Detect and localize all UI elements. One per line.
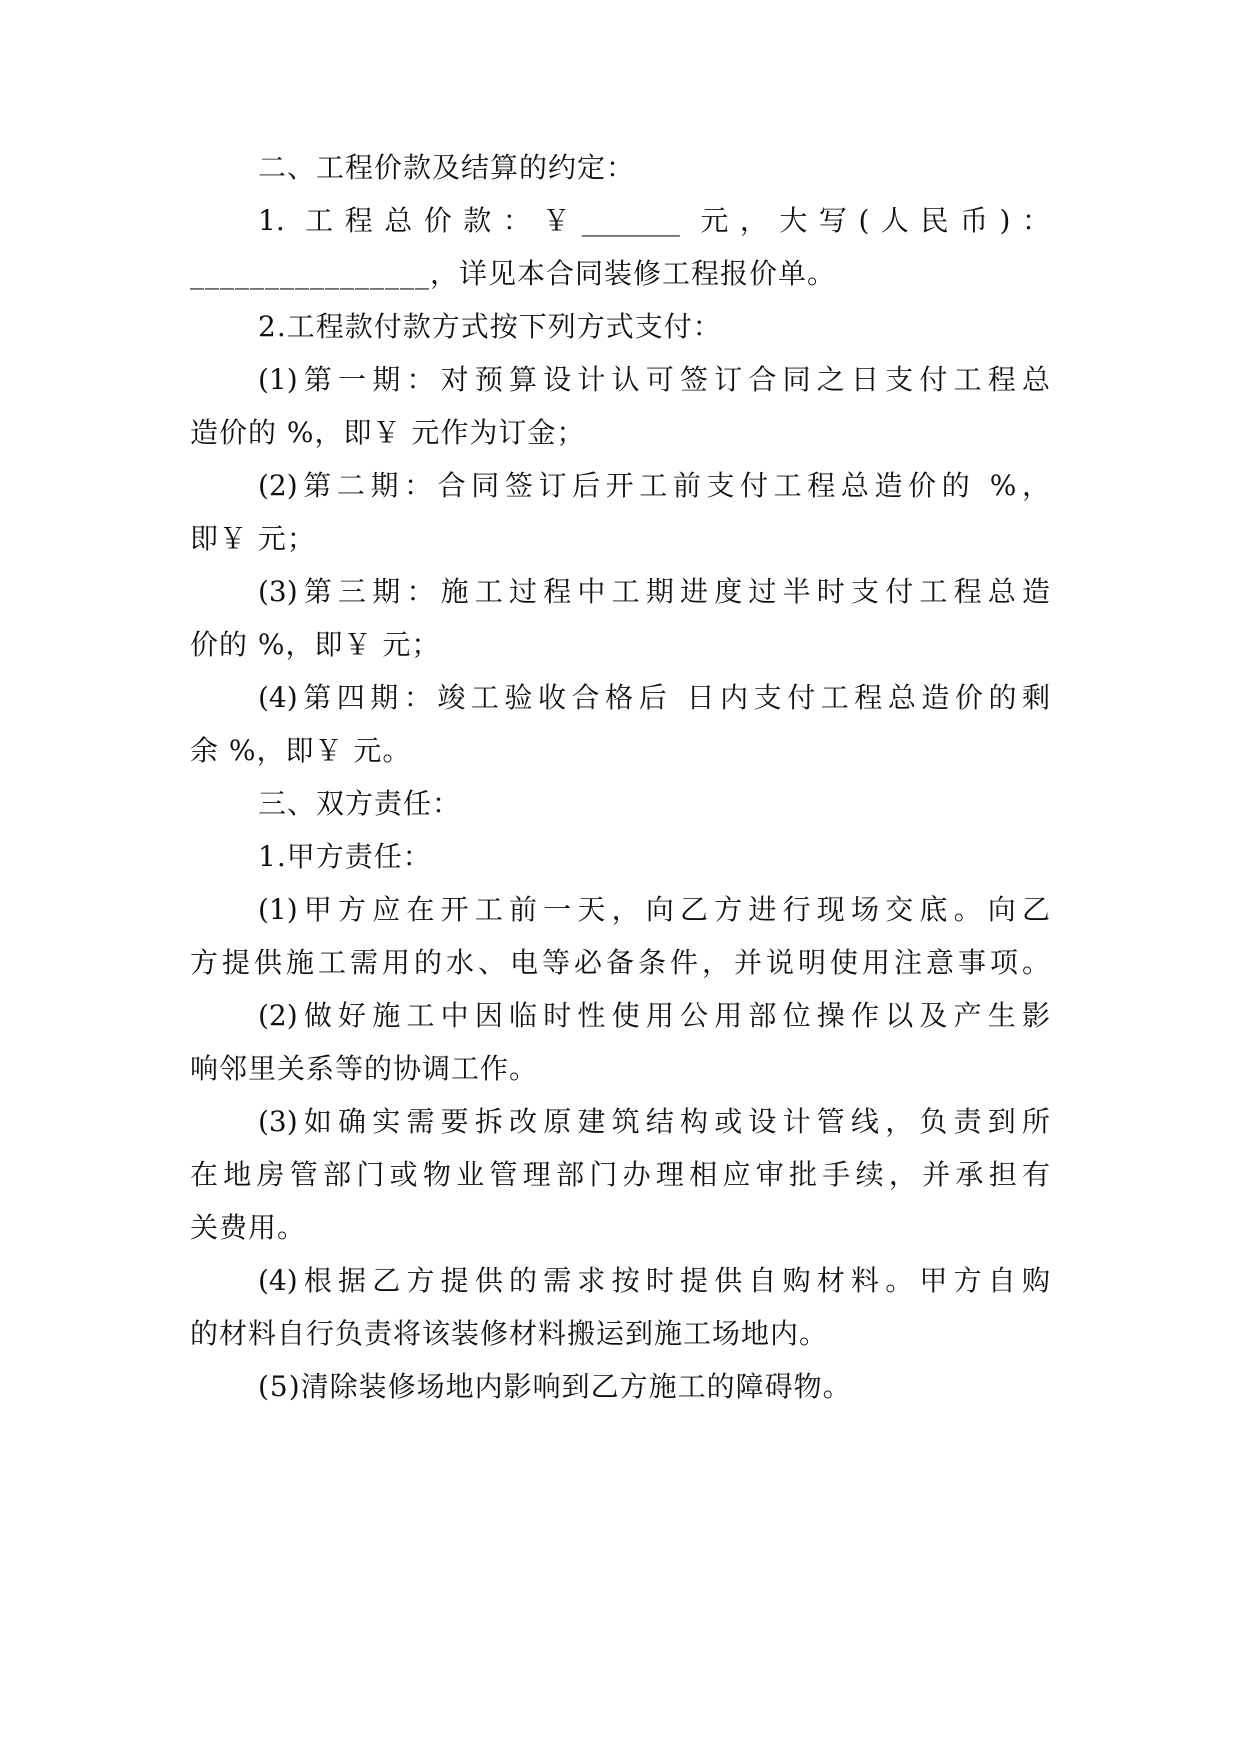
phase-2-line-1: (2)第二期：合同签订后开工前支付工程总造价的 %，: [258, 469, 1050, 502]
duty-a2-line-2: 响邻里关系等的协调工作。: [190, 1052, 539, 1085]
phase-3-line-1: (3)第三期：施工过程中工期进度过半时支付工程总造: [258, 575, 1050, 608]
phase-1-line-1: (1)第一期：对预算设计认可签订合同之日支付工程总: [258, 363, 1050, 396]
total-price-line-2: ________________，详见本合同装修工程报价单。: [190, 257, 837, 290]
duty-a5-line-1: (5)清除装修场地内影响到乙方施工的障碍物。: [258, 1370, 852, 1403]
phase-4-line-1: (4)第四期：竣工验收合格后 日内支付工程总造价的剩: [258, 681, 1050, 714]
duty-a3-line-1: (3)如确实需要拆改原建筑结构或设计管线，负责到所: [258, 1105, 1050, 1138]
duty-a4-line-1: (4)根据乙方提供的需求按时提供自购材料。甲方自购: [258, 1264, 1050, 1297]
duty-a4-line-2: 的材料自行负责将该装修材料搬运到施工场地内。: [190, 1317, 829, 1350]
phase-2-line-2: 即￥ 元；: [190, 522, 316, 555]
section-3-heading: 三、双方责任：: [258, 787, 462, 820]
duty-a3-line-3: 关费用。: [190, 1211, 307, 1244]
payment-method-heading: 2.工程款付款方式按下列方式支付：: [258, 310, 722, 343]
party-a-heading: 1.甲方责任：: [258, 840, 432, 873]
duty-a2-line-1: (2)做好施工中因临时性使用公用部位操作以及产生影: [258, 999, 1050, 1032]
duty-a3-line-2: 在地房管部门或物业管理部门办理相应审批手续，并承担有: [190, 1158, 1050, 1191]
phase-3-line-2: 价的 %，即￥ 元；: [190, 628, 441, 661]
total-price-line-1: 1. 工程总价款：￥_______ 元，大写(人民币)：: [258, 204, 1050, 237]
duty-a1-line-1: (1)甲方应在开工前一天，向乙方进行现场交底。向乙: [258, 893, 1050, 926]
section-2-heading: 二、工程价款及结算的约定：: [258, 151, 636, 184]
phase-1-line-2: 造价的 %，即￥ 元作为订金；: [190, 416, 586, 449]
phase-4-line-2: 余 %，即￥ 元。: [190, 734, 412, 767]
duty-a1-line-2: 方提供施工需用的水、电等必备条件，并说明使用注意事项。: [190, 946, 1050, 979]
